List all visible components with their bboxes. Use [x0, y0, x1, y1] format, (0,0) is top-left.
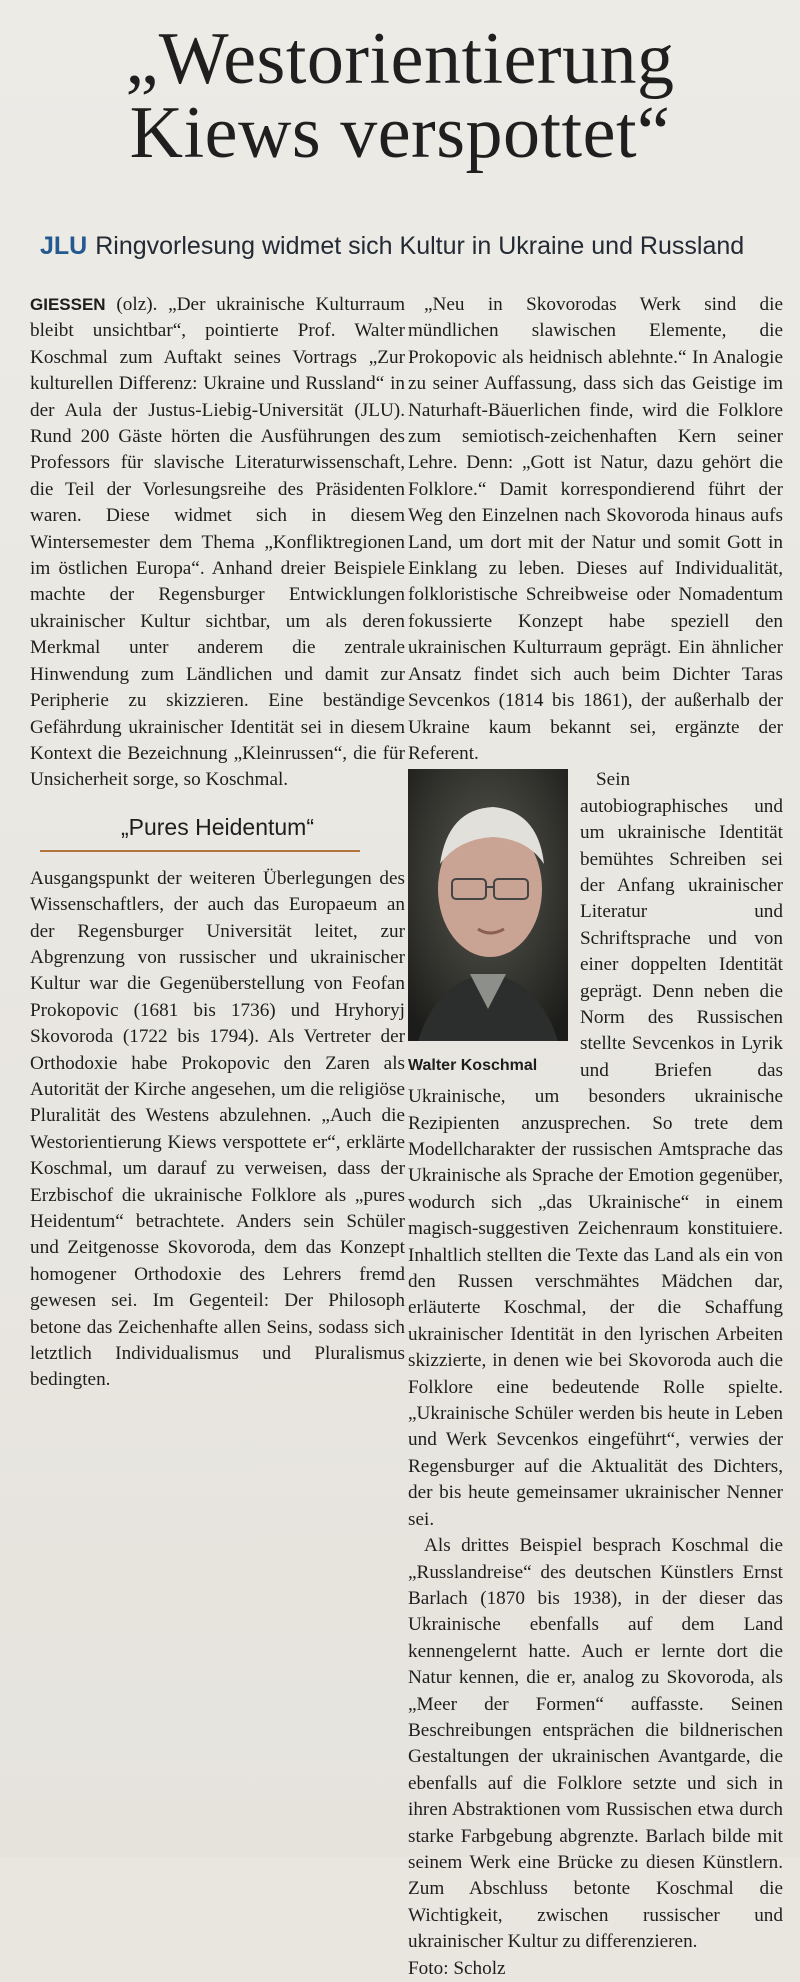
article-column-right: [408, 292, 783, 1982]
photo-credit: Foto: Scholz: [408, 1957, 506, 1979]
subheading-rule: [40, 850, 360, 852]
headline-line-1: „Westorientierung: [125, 18, 675, 100]
subtitle: [40, 232, 780, 261]
photo-caption: Walter Koschmal: [408, 1057, 538, 1075]
paragraph-5: Als drittes Beispiel besprach Koschmal die „Russlandreise“ des deutschen Künstlers Ernst Barlach (1870 bis 1938), in der dieser das Ukrainische ebenfalls auf dem Land kennengelernt hatte. Auch er lernte dort die Natur kennen, die er, analog zu Skovoroda, als „Meer der Formen“ auffasste. Seinen Beschreibungen entsprächen die bildnerischen Gestaltungen der ukrainischen Avantgarde, die ebenfalls auf die Folklore setzte und sich in ihren Abstraktionen vom Russischen etwa durch starke Farbgebung abgrenzte. Barlach bilde mit seinem Werk eine Brücke zu diesen Künstlern. Zum Abschluss betonte Koschmal die Wichtigkeit, zwischen russischer und ukrainischer Kultur zu differenzieren.: [408, 1535, 783, 1953]
article-column-left: [30, 292, 405, 1394]
subtitle-kicker: JLU: [40, 232, 88, 260]
paragraph-3: „Neu in Skovorodas Werk sind die mündlichen slawischen Elemente, die Prokopovic als heidnisch ablehnte.“ In Analogie zu seiner Auffassung, dass sich das Geistige im Naturhaft-Bäuerlichen finde, wird die Folklore zum semiotisch-zeichenhaften Kern seiner Lehre. Denn: „Gott ist Natur, dazu gehört die Folklore.“ Damit korrespondierend führt der Weg den Einzelnen nach Skovoroda hinaus aufs Land, um dort mit der Natur und somit Gott in Einklang zu leben. Dieses auf Individualität, folkloristische Schreibweise oder Nomadentum fokussierte Konzept habe speziell den ukrainischen Kulturraum geprägt. Ein ähnlicher Ansatz findet sich auch beim Dichter Taras Sevcenkos (1814 bis 1861), der außerhalb der Ukraine kaum bekannt sei, ergänzte der Referent.: [408, 294, 783, 764]
portrait-illustration: [408, 769, 568, 1041]
subtitle-text: Ringvorlesung widmet sich Kultur in Ukraine und Russland: [95, 232, 745, 260]
paragraph-intro: [30, 292, 405, 794]
headline-line-2: Kiews verspottet“: [129, 92, 671, 174]
paragraph-2: Ausgangspunkt der weiteren Überlegungen des Wissenschaftlers, der auch das Europaeum an der Regensburger Universität leitet, zur Abgrenzung von russischer und ukrainischer Kultur war die Gegenüberstellung von Feofan Prokopovic (1681 bis 1736) und Hryhoryj Skovoroda (1722 bis 1794). Als Vertreter der Orthodoxie habe Prokopovic den Zaren als Autorität der Kirche angesehen, um die religiöse Pluralität des Westens abzulehnen. „Auch die Westorientierung Kiews verspottete er“, erklärte Koschmal, um darauf zu verweisen, dass der Erzbischof die ukrainische Folklore als „pures Heidentum“ betrachtete. Anders sein Schüler und Zeitgenosse Skovoroda, dem das Konzept homogener Orthodoxie des Lehrers fremd gewesen sei. Im Gegenteil: Der Philosoph betone das Zeichenhafte allen Seins, sodass sich letztlich Individualismus und Pluralismus bedingten.: [30, 867, 405, 1391]
paragraph-4: Sein autobiographisches und um ukrainische Identität bemühtes Schreiben sei der Anfang ukrainischer Literatur und Schriftsprache und von einer doppelten Identität geprägt. Denn neben die Norm des Russischen stellte Sevcenkos in Lyrik und Briefen das Ukrainische, um besonders ukrainische Rezipienten anzusprechen. So trete dem Modellcharakter der russischen Amtsprache das Ukrainische als Sprache der Emotion gegenüber, wodurch sich „das Ukrainische“ in einem magisch-suggestiven Zeichenraum konstituiere. Inhaltlich stellten die Texte das Land als ein von den Russen verschmähtes Mädchen dar, erläuterte Koschmal, der die Schaffung ukrainischer Identität in den lyrischen Arbeiten skizzierte, in denen wie bei Skovoroda auch die Folklore eine bedeutende Rolle spielte. „Ukrainische Schüler werden bis heute in Leben und Werk Sevcenkos eingeführt“, verwies der Regensburger auf die Aktualität des Dichters, der bis heute gemeinsamer ukrainischer Nenner sei.: [408, 769, 783, 1530]
paragraph-intro-text: (olz). „Der ukrainische Kulturraum bleibt unsichtbar“, pointierte Prof. Walter Koschmal zum Auftakt seines Vortrags „Zur kulturellen Differenz: Ukraine und Russland“ in der Aula der Justus-Liebig-Universität (JLU). Rund 200 Gäste hörten die Ausführungen des Professors für slavische Literaturwissenschaft, die Teil der Vorlesungsreihe des Präsidenten waren. Diese widmet sich in diesem Wintersemester dem Thema „Konfliktregionen im östlichen Europa“. Anhand dreier Beispiele machte der Regensburger Entwicklungen ukrainischer Kultur sichtbar, um als deren Merkmal unter anderem die zentrale Hinwendung zum Ländlichen und damit zur Peripherie zu skizzieren. Eine beständige Gefährdung ukrainischer Identität sei in diesem Kontext die Bezeichnung „Kleinrussen“, die für Unsicherheit sorge, so Koschmal.: [30, 294, 405, 791]
portrait-photo: [408, 769, 568, 1079]
portrait-image: [408, 769, 568, 1041]
subheading: „Pures Heidentum“: [120, 813, 315, 840]
headline: [0, 18, 800, 174]
dateline: GIESSEN: [30, 295, 106, 314]
